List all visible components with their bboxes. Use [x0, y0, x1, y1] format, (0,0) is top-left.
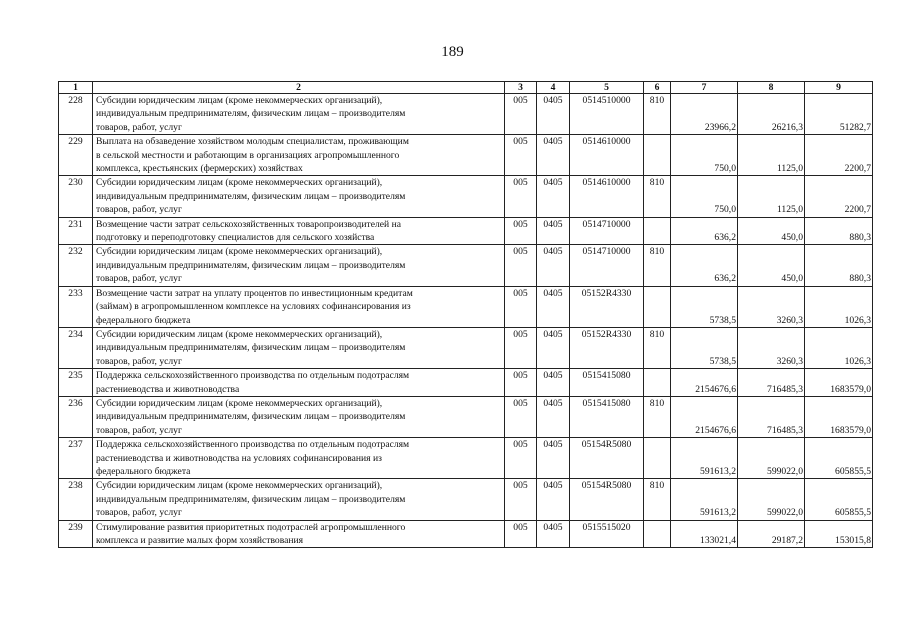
budget-table	[58, 81, 873, 548]
ministry-code-cell: 005	[505, 135, 537, 176]
item-name-line: растениеводства и животноводства на условиях софинансирования из	[96, 452, 382, 464]
item-name-line: Субсидии юридическим лицам (кроме некоммерческих организаций),	[96, 480, 383, 492]
item-name-line: товаров, работ, услуг	[96, 273, 182, 285]
table-row	[59, 94, 873, 135]
amount-col7-cell: 750,0	[671, 176, 738, 217]
section-code-cell: 0405	[537, 217, 570, 245]
ministry-code-cell: 005	[505, 396, 537, 437]
item-name-line: индивидуальным предпринимателям, физическим лицам – производителям	[96, 411, 406, 423]
amount-col9-cell: 2200,7	[805, 135, 873, 176]
section-code-cell: 0405	[537, 94, 570, 135]
item-name-cell	[93, 520, 505, 548]
target-article-cell: 05154R5080	[570, 479, 644, 520]
column-header: 7	[671, 82, 738, 94]
table-row	[59, 520, 873, 548]
expense-type-cell	[644, 438, 671, 479]
item-name-line: индивидуальным предпринимателям, физическим лицам – производителям	[96, 190, 406, 202]
item-name-line: комплекса, крестьянских (фермерских) хозяйствах	[96, 163, 303, 175]
amount-col7-cell: 2154676,6	[671, 369, 738, 397]
ministry-code-cell: 005	[505, 520, 537, 548]
section-code-cell: 0405	[537, 135, 570, 176]
amount-col7-cell: 23966,2	[671, 94, 738, 135]
target-article-cell: 0514510000	[570, 94, 644, 135]
table-body	[59, 94, 873, 548]
item-name-line: товаров, работ, услуг	[96, 424, 182, 436]
row-number-cell: 238	[59, 479, 93, 520]
item-name-line: в сельской местности и работающим в организациях агропромышленного	[96, 149, 400, 161]
amount-col9-cell: 1683579,0	[805, 396, 873, 437]
row-number-cell: 237	[59, 438, 93, 479]
row-number-cell: 233	[59, 286, 93, 327]
ministry-code-cell: 005	[505, 369, 537, 397]
section-code-cell: 0405	[537, 327, 570, 368]
target-article-cell: 0514710000	[570, 217, 644, 245]
ministry-code-cell: 005	[505, 176, 537, 217]
section-code-cell: 0405	[537, 369, 570, 397]
column-header: 6	[644, 82, 671, 94]
expense-type-cell: 810	[644, 479, 671, 520]
item-name-cell	[93, 396, 505, 437]
amount-col9-cell: 2200,7	[805, 176, 873, 217]
column-header: 5	[570, 82, 644, 94]
expense-type-cell	[644, 286, 671, 327]
amount-col8-cell: 450,0	[738, 245, 805, 286]
ministry-code-cell: 005	[505, 94, 537, 135]
amount-col9-cell: 605855,5	[805, 479, 873, 520]
item-name-line: комплекса и развитие малых форм хозяйствования	[96, 535, 304, 546]
expense-type-cell	[644, 369, 671, 397]
amount-col8-cell: 1125,0	[738, 176, 805, 217]
item-name-cell	[93, 176, 505, 217]
ministry-code-cell: 005	[505, 245, 537, 286]
target-article-cell: 0515415080	[570, 369, 644, 397]
item-name-cell	[93, 327, 505, 368]
item-name-line: товаров, работ, услуг	[96, 507, 182, 519]
item-name-line: Стимулирование развития приоритетных подотраслей агропромышленного	[96, 521, 406, 533]
table-header-row	[59, 82, 873, 94]
target-article-cell: 0515415080	[570, 396, 644, 437]
table-row	[59, 396, 873, 437]
amount-col7-cell: 5738,5	[671, 286, 738, 327]
amount-col8-cell: 599022,0	[738, 438, 805, 479]
amount-col7-cell: 636,2	[671, 217, 738, 245]
item-name-line: Поддержка сельскохозяйственного производства по отдельным подотраслям	[96, 370, 410, 382]
item-name-line: Поддержка сельскохозяйственного производства по отдельным подотраслям	[96, 439, 410, 451]
item-name-line: Субсидии юридическим лицам (кроме некоммерческих организаций),	[96, 397, 383, 409]
table-row	[59, 176, 873, 217]
section-code-cell: 0405	[537, 245, 570, 286]
amount-col7-cell: 636,2	[671, 245, 738, 286]
target-article-cell: 0514610000	[570, 135, 644, 176]
column-header: 2	[93, 82, 505, 94]
item-name-line: индивидуальным предпринимателям, физическим лицам – производителям	[96, 493, 406, 505]
item-name-line: индивидуальным предпринимателям, физическим лицам – производителям	[96, 108, 406, 120]
amount-col9-cell: 1026,3	[805, 327, 873, 368]
amount-col8-cell: 716485,3	[738, 396, 805, 437]
column-header: 1	[59, 82, 93, 94]
table-row	[59, 327, 873, 368]
ministry-code-cell: 005	[505, 286, 537, 327]
section-code-cell: 0405	[537, 286, 570, 327]
amount-col8-cell: 3260,3	[738, 327, 805, 368]
item-name-line: индивидуальным предпринимателям, физическим лицам – производителям	[96, 342, 406, 354]
column-header: 9	[805, 82, 873, 94]
section-code-cell: 0405	[537, 479, 570, 520]
ministry-code-cell: 005	[505, 327, 537, 368]
item-name-cell	[93, 286, 505, 327]
item-name-cell	[93, 217, 505, 245]
item-name-line: Субсидии юридическим лицам (кроме некоммерческих организаций),	[96, 177, 383, 189]
target-article-cell: 0514710000	[570, 245, 644, 286]
item-name-line: Возмещение части затрат сельскохозяйственных товаропроизводителей на	[96, 218, 401, 230]
item-name-line: Субсидии юридическим лицам (кроме некоммерческих организаций),	[96, 95, 383, 106]
item-name-cell	[93, 479, 505, 520]
column-header: 3	[505, 82, 537, 94]
row-number-cell: 230	[59, 176, 93, 217]
item-name-line: Возмещение части затрат на уплату процентов по инвестиционным кредитам	[96, 287, 413, 299]
amount-col7-cell: 591613,2	[671, 438, 738, 479]
column-header: 8	[738, 82, 805, 94]
table-row	[59, 369, 873, 397]
amount-col8-cell: 29187,2	[738, 520, 805, 548]
amount-col9-cell: 1026,3	[805, 286, 873, 327]
item-name-line: Субсидии юридическим лицам (кроме некоммерческих организаций),	[96, 246, 383, 258]
item-name-cell	[93, 438, 505, 479]
target-article-cell: 05152R4330	[570, 327, 644, 368]
amount-col8-cell: 599022,0	[738, 479, 805, 520]
ministry-code-cell: 005	[505, 479, 537, 520]
item-name-line: Выплата на обзаведение хозяйством молодым специалистам, проживающим	[96, 136, 409, 148]
column-header: 4	[537, 82, 570, 94]
row-number-cell: 229	[59, 135, 93, 176]
row-number-cell: 235	[59, 369, 93, 397]
section-code-cell: 0405	[537, 176, 570, 217]
expense-type-cell: 810	[644, 94, 671, 135]
ministry-code-cell: 005	[505, 438, 537, 479]
amount-col7-cell: 591613,2	[671, 479, 738, 520]
item-name-line: товаров, работ, услуг	[96, 355, 182, 367]
target-article-cell: 05152R4330	[570, 286, 644, 327]
table-row	[59, 245, 873, 286]
amount-col7-cell: 133021,4	[671, 520, 738, 548]
item-name-line: федерального бюджета	[96, 314, 191, 326]
amount-col9-cell: 51282,7	[805, 94, 873, 135]
item-name-line: товаров, работ, услуг	[96, 204, 182, 216]
item-name-line: подготовку и переподготовку специалистов для сельского хозяйства	[96, 232, 375, 244]
row-number-cell: 239	[59, 520, 93, 548]
amount-col8-cell: 3260,3	[738, 286, 805, 327]
item-name-line: (займам) в агропромышленном комплексе на условиях софинансирования из	[96, 301, 411, 313]
table-row	[59, 479, 873, 520]
item-name-cell	[93, 135, 505, 176]
amount-col9-cell: 1683579,0	[805, 369, 873, 397]
item-name-line: индивидуальным предпринимателям, физическим лицам – производителям	[96, 259, 406, 271]
page-number: 189	[441, 44, 464, 60]
amount-col7-cell: 5738,5	[671, 327, 738, 368]
amount-col8-cell: 1125,0	[738, 135, 805, 176]
table-row	[59, 217, 873, 245]
amount-col9-cell: 880,3	[805, 217, 873, 245]
ministry-code-cell: 005	[505, 217, 537, 245]
target-article-cell: 05154R5080	[570, 438, 644, 479]
table-row	[59, 438, 873, 479]
target-article-cell: 0514610000	[570, 176, 644, 217]
expense-type-cell: 810	[644, 245, 671, 286]
expense-type-cell	[644, 135, 671, 176]
item-name-cell	[93, 245, 505, 286]
amount-col9-cell: 880,3	[805, 245, 873, 286]
table-row	[59, 135, 873, 176]
section-code-cell: 0405	[537, 438, 570, 479]
item-name-line: федерального бюджета	[96, 465, 191, 477]
amount-col7-cell: 750,0	[671, 135, 738, 176]
item-name-line: Субсидии юридическим лицам (кроме некоммерческих организаций),	[96, 328, 383, 340]
row-number-cell: 236	[59, 396, 93, 437]
item-name-cell	[93, 94, 505, 135]
section-code-cell: 0405	[537, 396, 570, 437]
target-article-cell: 0515515020	[570, 520, 644, 548]
item-name-line: товаров, работ, услуг	[96, 121, 182, 133]
amount-col8-cell: 716485,3	[738, 369, 805, 397]
expense-type-cell: 810	[644, 327, 671, 368]
amount-col8-cell: 26216,3	[738, 94, 805, 135]
row-number-cell: 234	[59, 327, 93, 368]
section-code-cell: 0405	[537, 520, 570, 548]
row-number-cell: 231	[59, 217, 93, 245]
amount-col8-cell: 450,0	[738, 217, 805, 245]
row-number-cell: 232	[59, 245, 93, 286]
amount-col9-cell: 605855,5	[805, 438, 873, 479]
expense-type-cell: 810	[644, 396, 671, 437]
table-row	[59, 286, 873, 327]
item-name-line: растениеводства и животноводства	[96, 383, 240, 395]
amount-col9-cell: 153015,8	[805, 520, 873, 548]
expense-type-cell	[644, 217, 671, 245]
expense-type-cell: 810	[644, 176, 671, 217]
expense-type-cell	[644, 520, 671, 548]
row-number-cell: 228	[59, 94, 93, 135]
item-name-cell	[93, 369, 505, 397]
amount-col7-cell: 2154676,6	[671, 396, 738, 437]
